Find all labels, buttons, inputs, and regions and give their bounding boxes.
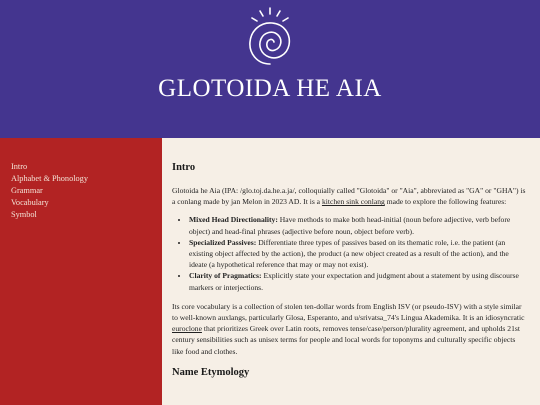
feature-title: Mixed Head Directionality: [189, 215, 278, 225]
spiral-rose-logo-icon [244, 6, 296, 68]
sidebar-item-vocabulary[interactable]: Vocabulary [11, 198, 49, 207]
site-title: GLOTOIDA HE AIA [158, 75, 382, 102]
feature-title: Specialized Passives: [189, 237, 257, 247]
sidebar-item-alphabet-phonology[interactable]: Alphabet & Phonology [11, 174, 88, 183]
intro-text-a: Glotoida he Aia (IPA: /glo.toj.da.he.a.ja/, colloquially called "Glotoida" or "Aia", abbreviated as "GA" or "GHA") is a conlang made by jan Melon in 2023 AD. It is a [172, 186, 526, 207]
feature-text: Have methods to make both head-initial (noun before adjective, verb before object) and head-final phrases (adjective before noun, object before verb). [189, 215, 511, 236]
sidebar [0, 138, 162, 405]
kitchen-sink-conlang-link[interactable]: kitchen sink conlang [321, 197, 385, 207]
feature-item [189, 214, 527, 236]
content-column [172, 162, 527, 390]
sidebar-item-grammar[interactable]: Grammar [11, 186, 43, 195]
feature-list [172, 214, 527, 292]
feature-title: Clarity of Pragmatics: [189, 271, 262, 281]
intro-paragraph [172, 185, 527, 207]
feature-item [189, 237, 527, 271]
vocab-text-a: Its core vocabulary is a collection of stolen ten-dollar words from English ISV (or pseudo-ISV) with a style similar to well-known auxlangs, particularly Glosa, Esperanto, and u/srivatsa_74's Lingua Akademika. It is an idiosyncratic [172, 301, 525, 323]
feature-text: Explicitly state your expectation and judgment about a statement by using discourse markers or interjections. [189, 271, 519, 292]
sidebar-item-intro[interactable]: Intro [11, 162, 28, 171]
euroclone-link[interactable]: euroclone [172, 324, 202, 334]
main-content [162, 138, 540, 405]
intro-heading: Intro [172, 162, 196, 173]
vocabulary-paragraph [172, 301, 527, 357]
intro-text-b: made to explore the following features: [384, 197, 507, 207]
site-header [0, 0, 540, 138]
vocab-text-b: that prioritizes Greek over Latin roots, removes tense/case/person/plurality agreement, and upholds 21st century sensibilities such as unisex terms for people and local words for toponyms and culturally specific objects like food and clothes. [172, 324, 520, 356]
feature-item [189, 270, 527, 292]
feature-text: Differentiate three types of passives based on its thematic role, i.e. the patient (an existing object affected by the action), the product (a new object created as a result of the action), and the ideate (a hypothetical reference that may or may not exist). [189, 237, 509, 270]
etymology-heading: Name Etymology [172, 366, 250, 378]
sidebar-nav [11, 161, 88, 221]
sidebar-item-symbol[interactable]: Symbol [11, 210, 37, 219]
